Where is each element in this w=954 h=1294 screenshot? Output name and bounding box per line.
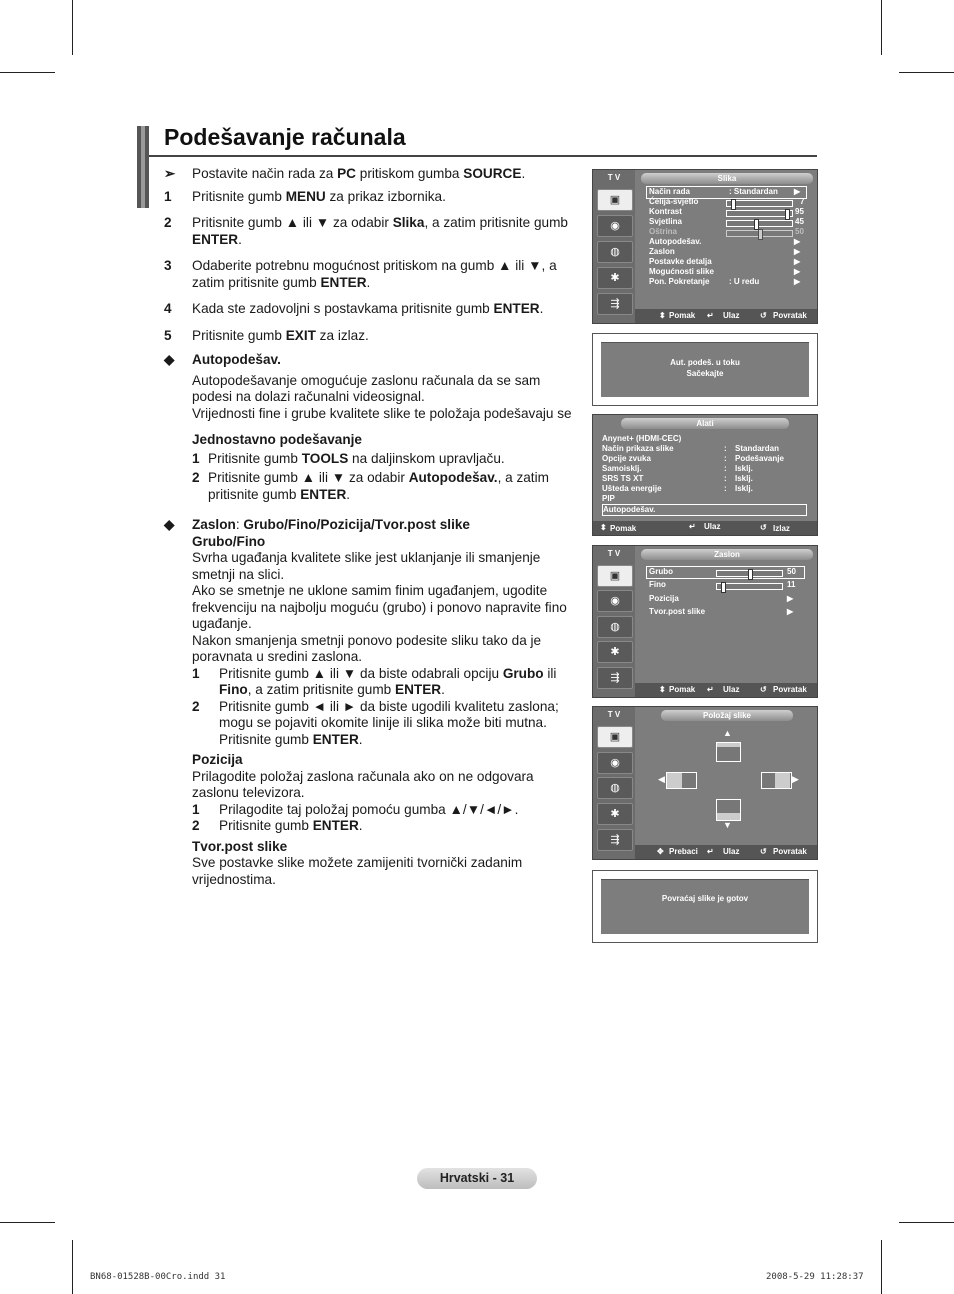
level-slider[interactable]: [726, 210, 793, 217]
slug-right: 2008-5-29 11:28:37: [766, 1272, 864, 1282]
tools-menu: [592, 414, 818, 536]
picture-icon[interactable]: ▣: [597, 726, 633, 748]
level-slider[interactable]: [716, 583, 783, 590]
channel-icon[interactable]: ◍: [597, 241, 633, 263]
position-box-top-inner: [717, 743, 740, 747]
step: 1 Pritisnite gumb MENU za prikaz izbornika.: [164, 188, 446, 204]
level-slider[interactable]: [716, 570, 783, 577]
setup-icon[interactable]: ✱: [597, 641, 633, 663]
move-icon: ✥: [657, 847, 664, 856]
section-zaslon: ◆ Zaslon: Grubo/Fino/Pozicija/Tvor.post slike: [164, 517, 470, 532]
auto-adjust-message: Aut. podeš. u toku Sačekajte: [592, 333, 818, 406]
tools-footer: ⬍ Pomak ↵ Ulaz ↺ Izlaz: [593, 521, 817, 535]
position-box-bottom-inner: [717, 813, 740, 820]
tools-row[interactable]: Način prikaza slike : Standardan: [602, 444, 780, 453]
step: 2 Pritisnite gumb ▲ ili ▼ za odabir Slika, a zatim pritisnite gumb ENTER.: [164, 215, 568, 247]
reset-done-message: Povraćaj slike je gotov: [592, 870, 818, 943]
intro-line: ➢ Postavite način rada za PC pritiskom gumba SOURCE.: [164, 166, 526, 181]
crop-mark: [881, 0, 882, 55]
osd-header: Zaslon: [641, 549, 813, 560]
section-autopodesav: ◆ Autopodešav.: [164, 352, 281, 367]
setup-icon[interactable]: ✱: [597, 267, 633, 289]
tools-row[interactable]: Opcije zvuka : Podešavanje: [602, 454, 784, 463]
channel-icon[interactable]: ◍: [597, 777, 633, 799]
osd-footer: ⬍ Pomak ↵ Ulaz ↺ Povratak: [635, 683, 817, 697]
level-slider[interactable]: [726, 200, 793, 207]
osd-row-label[interactable]: Autopodešav.: [649, 237, 702, 246]
page-title: Podešavanje računala: [164, 124, 406, 150]
crop-mark: [0, 1222, 55, 1223]
step: 3 Odaberite potrebnu mogućnost pritiskom na gumb ▲ ili ▼, a zatim pritisnite gumb ENTER.: [164, 258, 557, 290]
right-arrow-icon[interactable]: ▶: [792, 774, 799, 784]
left-arrow-icon[interactable]: ◀: [658, 774, 665, 784]
sound-icon[interactable]: ◉: [597, 590, 633, 612]
page-number-badge: Hrvatski - 31: [417, 1168, 537, 1189]
step: 4 Kada ste zadovoljni s postavkama pritisnite gumb ENTER.: [164, 301, 544, 316]
input-icon[interactable]: ⇶: [597, 829, 633, 851]
enter-icon: ↵: [689, 522, 696, 531]
up-arrow-icon[interactable]: ▲: [723, 728, 732, 738]
crop-mark: [899, 72, 954, 73]
tools-row[interactable]: PIP: [602, 494, 615, 503]
osd-header: Slika: [641, 173, 813, 184]
osd-header: Položaj slike: [661, 710, 793, 721]
tools-row[interactable]: Anynet+ (HDMI-CEC): [602, 434, 682, 443]
enter-icon: ↵: [707, 847, 714, 856]
crop-mark: [899, 1222, 954, 1223]
crop-mark: [72, 1240, 73, 1294]
osd-footer: ✥ Prebaci ↵ Ulaz ↺ Povratak: [635, 845, 817, 859]
position-box-left-inner: [667, 773, 682, 788]
arrow-bullet-icon: ➢: [164, 166, 176, 181]
osd-row-label[interactable]: Zaslon: [649, 247, 675, 256]
picture-icon[interactable]: ▣: [597, 565, 633, 587]
crop-mark: [0, 72, 55, 73]
exit-icon: ↺: [760, 523, 767, 532]
picture-icon[interactable]: ▣: [597, 189, 633, 211]
return-icon: ↺: [760, 847, 767, 856]
osd-row-label[interactable]: Ćelija-svjetlo: [649, 197, 699, 206]
osd-row-label[interactable]: Tvor.post slike: [649, 607, 706, 616]
sound-icon[interactable]: ◉: [597, 752, 633, 774]
osd-row-label[interactable]: Oštrina: [649, 227, 678, 236]
osd-row-label[interactable]: Grubo: [649, 567, 673, 576]
updown-icon: ⬍: [659, 311, 666, 320]
diamond-bullet-icon: ◆: [164, 352, 175, 367]
input-icon[interactable]: ⇶: [597, 667, 633, 689]
level-slider[interactable]: [726, 230, 793, 237]
tools-row-selected[interactable]: Autopodešav.: [602, 504, 807, 516]
osd-slika-menu: T V Slika ▣ ◉ ◍ ✱ ⇶ Način rada : Standardan ▶ Ćelija-svjetlo 7 Kontrast 95 Svjetlina 45 Oštrina 50 Autopodešav. ▶ Zaslon ▶ Postavke detalja ▶ Mogućnosti slike ▶ Pon. Pokretanje : U redu ▶ ⬍ Pomak ↵ Ulaz ↺ Povratak: [592, 169, 818, 324]
updown-icon: ⬍: [600, 523, 607, 532]
step: 5 Pritisnite gumb EXIT za izlaz.: [164, 327, 369, 343]
osd-row-label[interactable]: Način rada: [649, 187, 690, 196]
osd-row-label[interactable]: Postavke detalja: [649, 257, 712, 266]
updown-icon: ⬍: [659, 685, 666, 694]
tools-row[interactable]: Samoisklj. : Isklj.: [602, 464, 753, 473]
osd-zaslon-menu: T V Zaslon ▣ ◉ ◍ ✱ ⇶ Grubo 50 Fino 11 Pozicija ▶ Tvor.post slike ▶ ⬍ Pomak ↵ Ulaz ↺ Povratak: [592, 545, 818, 698]
crop-mark: [72, 0, 73, 55]
diamond-bullet-icon: ◆: [164, 517, 175, 532]
enter-icon: ↵: [707, 311, 714, 320]
tools-row[interactable]: Ušteda energije : Isklj.: [602, 484, 753, 493]
osd-row-label[interactable]: Pon. Pokretanje: [649, 277, 710, 286]
osd-row-label[interactable]: Pozicija: [649, 594, 679, 603]
position-box-right-inner: [775, 773, 790, 788]
level-slider[interactable]: [726, 220, 793, 227]
tools-header: Alati: [621, 418, 789, 429]
crop-mark: [881, 1240, 882, 1294]
down-arrow-icon[interactable]: ▼: [723, 820, 732, 830]
osd-row-label[interactable]: Svjetlina: [649, 217, 682, 226]
slug-left: BN68-01528B-00Cro.indd 31: [90, 1272, 226, 1282]
input-icon[interactable]: ⇶: [597, 293, 633, 315]
tools-row[interactable]: SRS TS XT : Isklj.: [602, 474, 753, 483]
instructions-text: ➢ Postavite način rada za PC pritiskom gumba SOURCE. 1 Pritisnite gumb MENU za prikaz izbornika. 2 Pritisnite gumb ▲ ili ▼ za odabir Slika, a zatim pritisnite gumb ENTER. 3 Odaberite potrebnu mogućnost pritiskom na gumb ▲ ili ▼, a zatim pritisnite gumb ENTER. 4 Kada ste zadovoljni s postavkama pritisnite gumb ENTER. 5 Pritisnite gumb EXIT za izlaz. ◆ Autopodešav. Autopodešavanje omogućuje zaslonu računala da se sam podesi na dolazi računalni videosignal. Vrijednosti fine i grube kvalitete slike te položaja podešavaju se Jednostavno podešavanje 1 Pritisnite gumb TOOLS na daljinskom upravljaču. 2 Pritisnite gumb ▲ ili ▼ za odabir Autopodešav., a zatim pritisnite gumb ENTER. ◆ Zaslon: Grubo/Fino/Pozicija/Tvor.post slike Grubo/Fino Svrha ugađanja kvalitete slike jest uklanjanje ili smanjenje smetnji na slici. Ako se smetnje ne uklone samim finim ugađanjem, ugodite frekvenciju na najbolju moguću (grubo) i ponovo napravite fino ugađanje. Nakon smanjenja smetnji ponovo podesite sliku tako da je poravnata u sredini zaslona. 1 Pritisnite gumb ▲ ili ▼ da biste odabrali opciju Grubo ili Fino, a zatim pritisnite gumb ENTER. 2 Pritisnite gumb ◄ ili ► da biste ugodili kvalitetu zaslona; mogu se pojaviti okomite linije ili slika može biti mutna. Pritisnite gumb ENTER. Pozicija Prilagodite položaj zaslona računala ako on ne odgovara zaslonu televizora. 1 Prilagodite taj položaj pomoću gumba ▲/▼/◄/►. 2 Pritisnite gumb ENTER. Tvor.post slike Sve postavke slike možete zamijeniti tvornički zadanim vrijednostima.: [164, 166, 584, 888]
tools-rows: [602, 434, 807, 516]
enter-icon: ↵: [707, 685, 714, 694]
return-icon: ↺: [760, 685, 767, 694]
osd-row-label[interactable]: Mogućnosti slike: [649, 267, 714, 276]
return-icon: ↺: [760, 311, 767, 320]
sound-icon[interactable]: ◉: [597, 215, 633, 237]
osd-footer: ⬍ Pomak ↵ Ulaz ↺ Povratak: [635, 309, 817, 323]
setup-icon[interactable]: ✱: [597, 803, 633, 825]
osd-row-label[interactable]: Fino: [649, 580, 666, 589]
title-rule: [149, 155, 817, 157]
osd-row-label[interactable]: Kontrast: [649, 207, 682, 216]
osd-polozaj-menu: T V Položaj slike ▣ ◉ ◍ ✱ ⇶ ▲ ◀ ▶ ▼ ✥ Prebaci ↵ Ulaz ↺ Povratak: [592, 706, 818, 860]
channel-icon[interactable]: ◍: [597, 616, 633, 638]
title-accent-bar: [141, 126, 145, 208]
